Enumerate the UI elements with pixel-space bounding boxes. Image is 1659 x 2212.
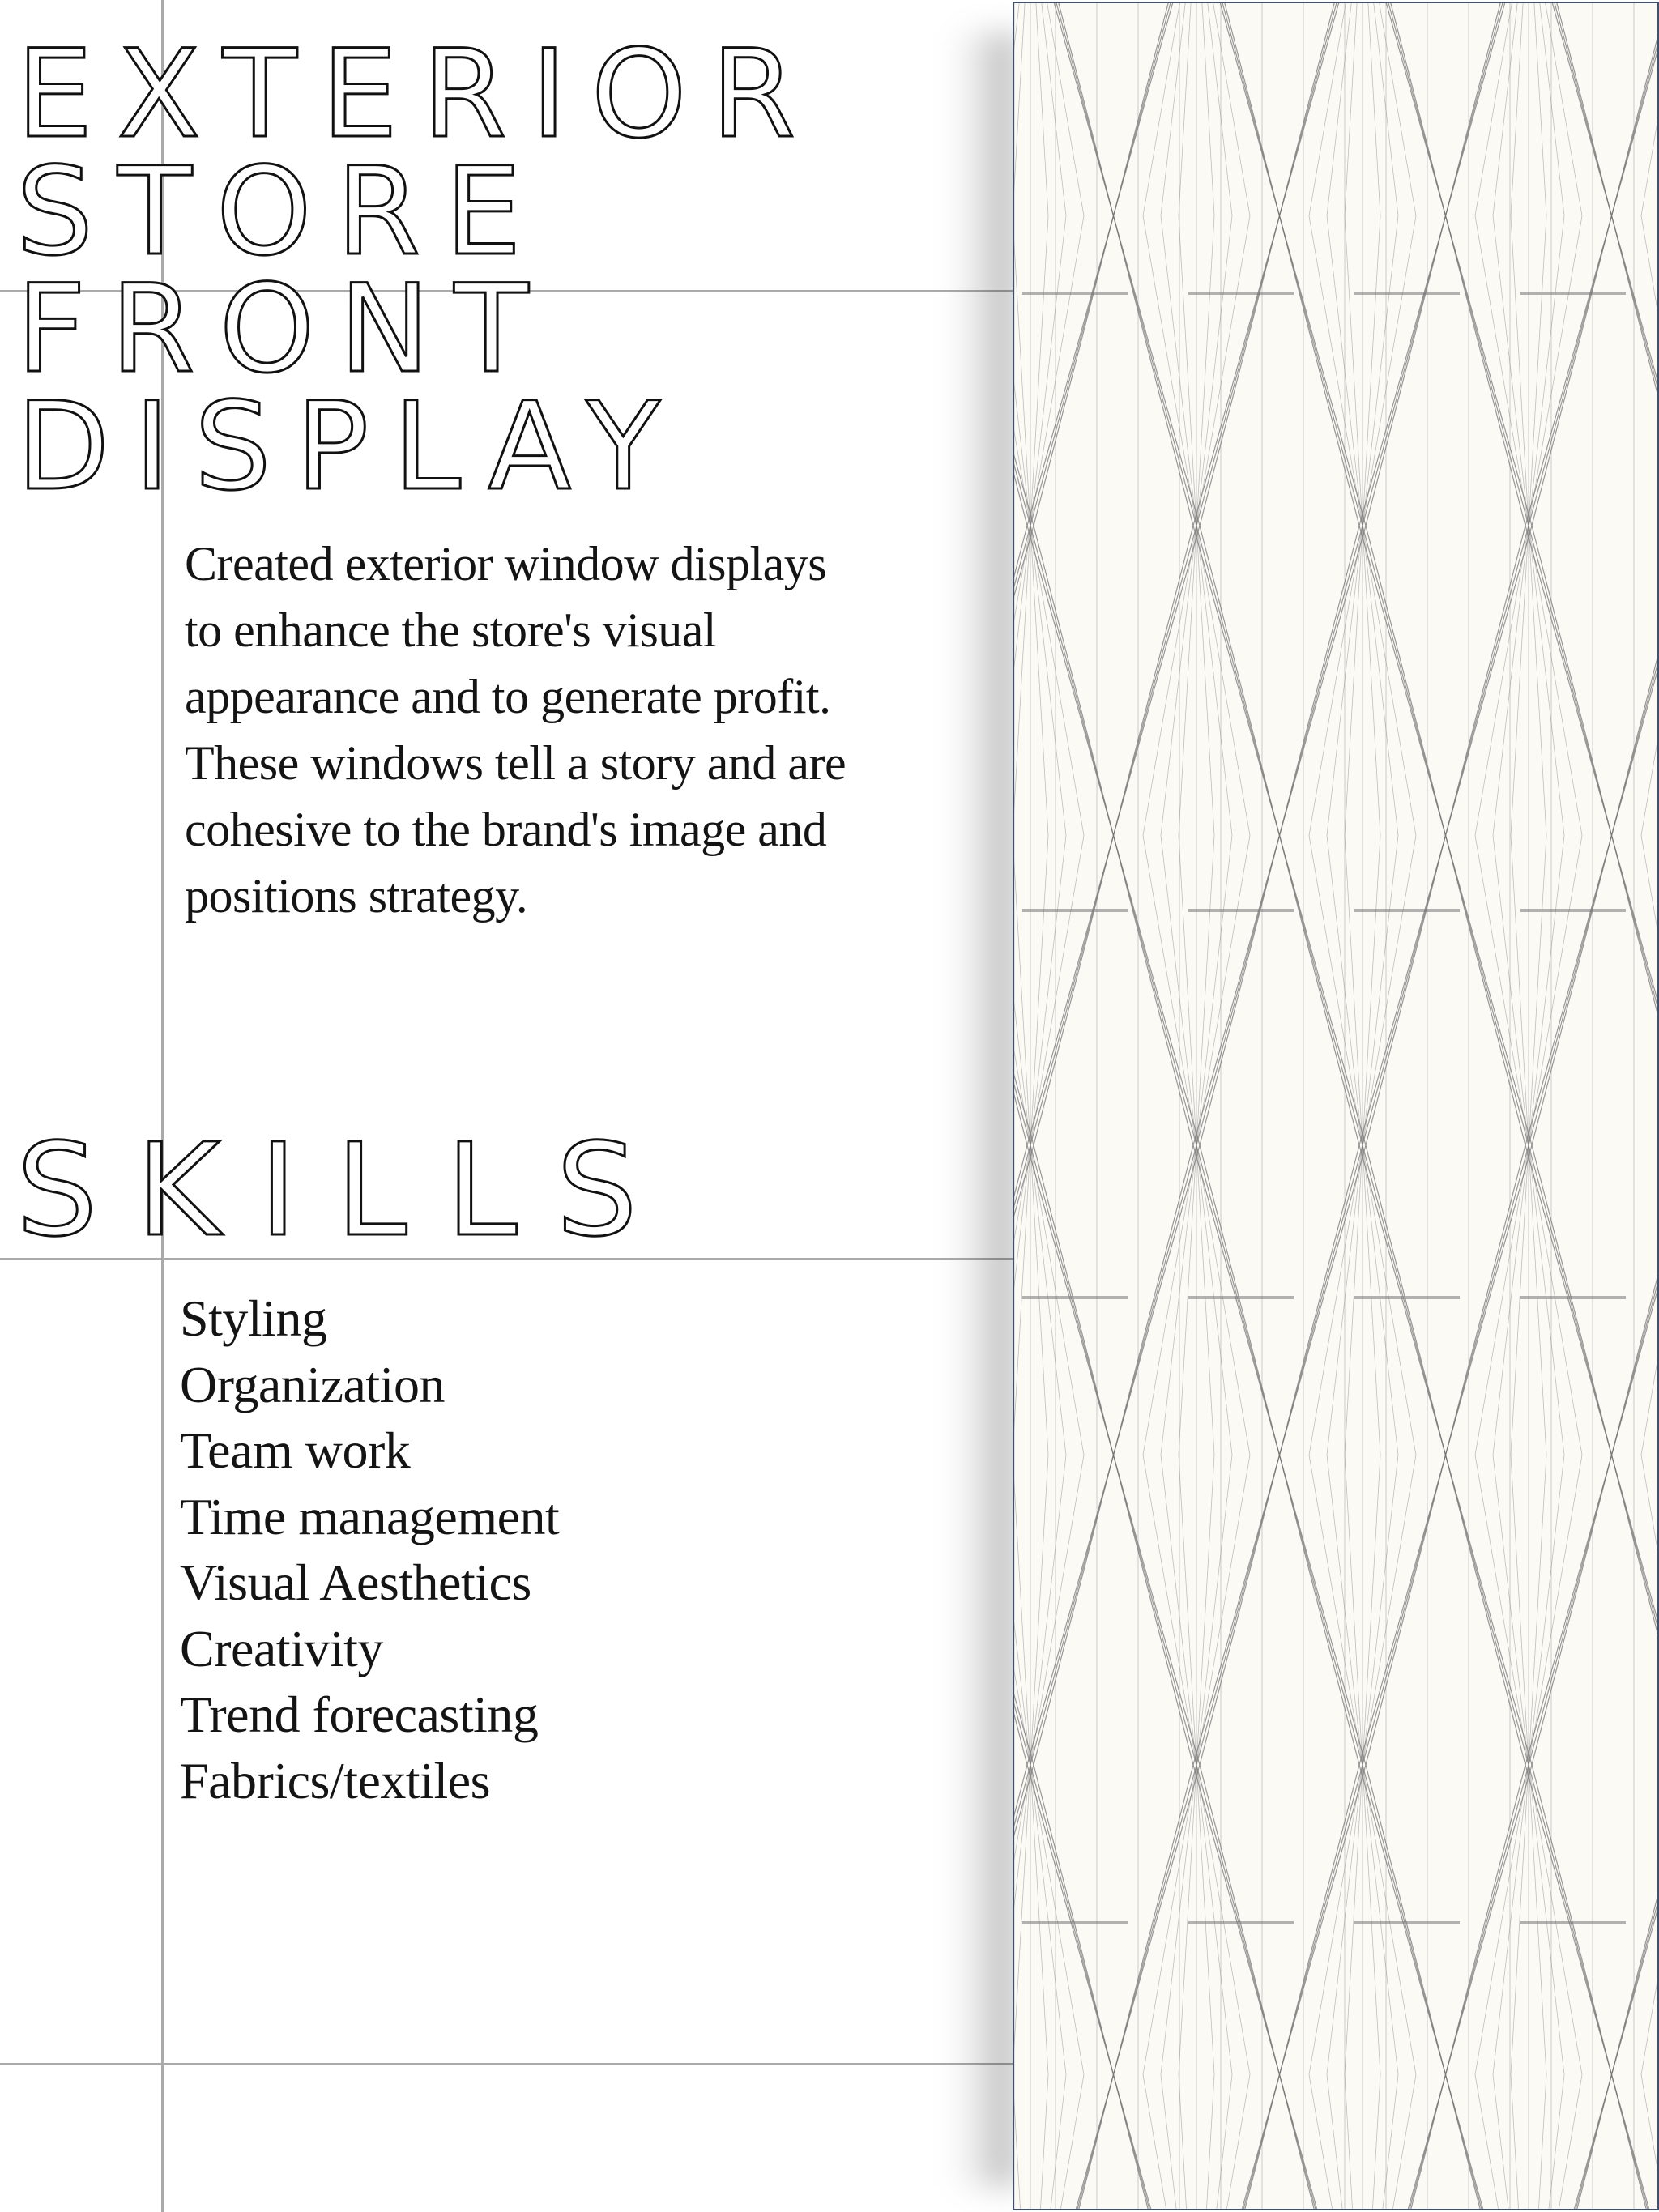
- skill-item: Time management: [180, 1487, 560, 1545]
- title-line-front: FRONT: [16, 259, 553, 400]
- skills-list: [180, 1285, 559, 1813]
- skills-heading: SKILLS: [16, 1116, 676, 1265]
- geometric-pattern-panel: [1013, 2, 1659, 2210]
- skill-item: Fabrics/textiles: [180, 1751, 491, 1809]
- title-line-store: STORE: [16, 142, 546, 283]
- skill-item: Organization: [180, 1355, 445, 1413]
- skill-item: Team work: [180, 1421, 411, 1479]
- skill-item: Creativity: [180, 1619, 383, 1677]
- title-line-exterior: EXTERIOR: [16, 24, 821, 165]
- page-title: [16, 24, 821, 518]
- geometric-pattern-graphic: [1014, 3, 1659, 2210]
- panel-shadow: [952, 32, 1017, 2187]
- description-paragraph: Created exterior window displays to enhance the store's visual appearance and to generate profit. These windows tell a story and are cohesive to the brand's image and positions strategy.: [185, 537, 847, 923]
- skill-item: Styling: [180, 1289, 327, 1347]
- skill-item: Visual Aesthetics: [180, 1554, 531, 1611]
- title-line-display: DISPLAY: [16, 377, 685, 518]
- skill-item: Trend forecasting: [180, 1686, 539, 1743]
